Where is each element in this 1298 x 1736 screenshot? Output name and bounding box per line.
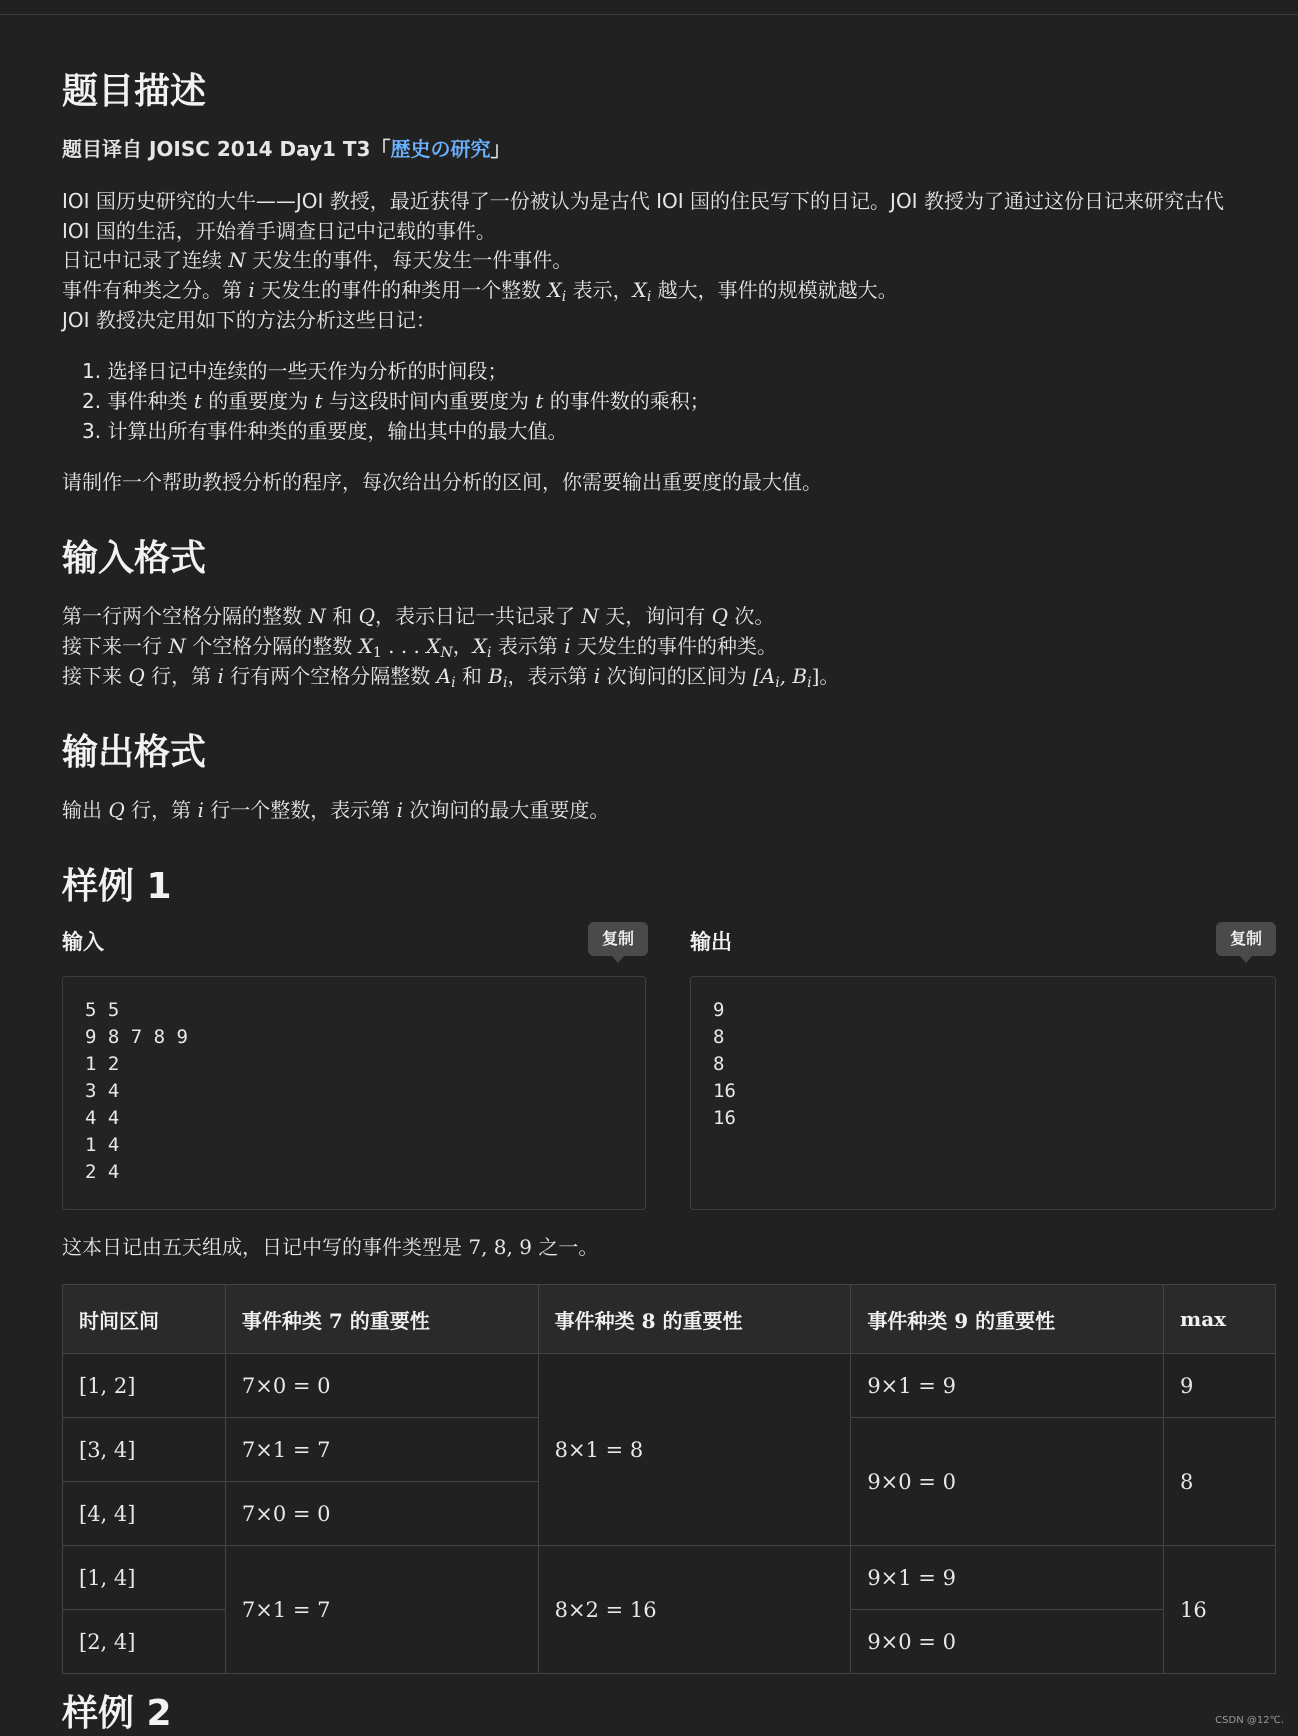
table-cell: 8 <box>1164 1418 1276 1546</box>
sample1-heading: 样例 1 <box>62 866 172 907</box>
copy-input-button[interactable]: 复制 <box>588 922 648 956</box>
source-link[interactable]: 歴史の研究 <box>390 137 491 161</box>
table-row <box>63 1354 1276 1418</box>
table-cell: 7×1 = 7 <box>225 1546 538 1674</box>
table-cell: [1, 4] <box>63 1546 226 1610</box>
list-item: 2. 事件种类 t 的重要度为 t 与这段时间内重要度为 t 的事件数的乘积； <box>82 389 710 413</box>
table-cell: 7×0 = 0 <box>225 1482 538 1546</box>
table-cell: 9 <box>1164 1354 1276 1418</box>
para-2: 日记中记录了连续 N 天发生的事件，每天发生一件事件。 <box>62 248 573 272</box>
table-cell: [4, 4] <box>63 1482 226 1546</box>
table-cell: 16 <box>1164 1546 1276 1674</box>
table-row <box>63 1546 1276 1610</box>
sample1-output-label: 输出 <box>690 930 732 954</box>
sample1-input-box[interactable] <box>62 976 646 1210</box>
input-line-2: 接下来一行 N 个空格分隔的整数 $X_1$ . . . $X_N$，$X_i$ 表示第 i 天发生的事件的种类。 <box>62 634 777 661</box>
table-cell: [2, 4] <box>63 1610 226 1674</box>
code-line: 5 5 <box>85 999 120 1021</box>
code-line: 3 4 <box>85 1080 120 1102</box>
list-item: 1. 选择日记中连续的一些天作为分析的时间段； <box>82 359 508 383</box>
input-line-1: 第一行两个空格分隔的整数 N 和 Q，表示日记一共记录了 N 天，询问有 Q 次。 <box>62 604 775 628</box>
importance-table <box>62 1284 1276 1674</box>
para-4: JOI 教授决定用如下的方法分析这些日记： <box>62 308 436 332</box>
list-item: 3. 计算出所有事件种类的重要度，输出其中的最大值。 <box>82 419 568 443</box>
col-header: 事件种类 9 的重要性 <box>851 1285 1164 1354</box>
code-line: 16 <box>713 1080 736 1102</box>
table-cell: 7×1 = 7 <box>225 1418 538 1482</box>
col-header: 事件种类 7 的重要性 <box>225 1285 538 1354</box>
code-line: 4 4 <box>85 1107 120 1129</box>
table-cell: [1, 2] <box>63 1354 226 1418</box>
method-list <box>62 356 710 446</box>
table-cell: 9×1 = 9 <box>851 1354 1164 1418</box>
output-line-1: 输出 Q 行，第 i 行一个整数，表示第 i 次询问的最大重要度。 <box>62 798 610 822</box>
sample1-input-label: 输入 <box>62 930 104 954</box>
para-1b: IOI 国的生活，开始着手调查日记中记载的事件。 <box>62 219 496 243</box>
copy-output-button[interactable]: 复制 <box>1216 922 1276 956</box>
table-cell: 8×1 = 8 <box>538 1354 851 1546</box>
top-divider <box>0 14 1298 15</box>
code-line: 1 2 <box>85 1053 120 1075</box>
code-line: 9 8 7 8 9 <box>85 1026 188 1048</box>
sample1-explanation: 这本日记由五天组成，日记中写的事件类型是 7, 8, 9 之一。 <box>62 1235 599 1259</box>
table-cell: 8×2 = 16 <box>538 1546 851 1674</box>
description-heading: 题目描述 <box>62 71 207 112</box>
code-line: 9 <box>713 999 725 1021</box>
input-line-3: 接下来 Q 行，第 i 行有两个空格分隔整数 $A_i$ 和 $B_i$，表示第 i 次询问的区间为 [$A_i$, $B_i$]。 <box>62 664 840 691</box>
table-cell: 9×0 = 0 <box>851 1418 1164 1546</box>
code-line: 8 <box>713 1026 725 1048</box>
output-format-heading: 输出格式 <box>62 732 207 773</box>
table-cell: 9×1 = 9 <box>851 1546 1164 1610</box>
para-1a: IOI 国历史研究的大牛——JOI 教授，最近获得了一份被认为是古代 IOI 国的住民写下的日记。JOI 教授为了通过这份日记来研究古代 <box>62 189 1224 213</box>
code-line: 16 <box>713 1107 736 1129</box>
code-line: 8 <box>713 1053 725 1075</box>
table-cell: 7×0 = 0 <box>225 1354 538 1418</box>
table-header-row <box>63 1285 1276 1354</box>
col-header: 时间区间 <box>63 1285 226 1354</box>
code-line: 1 4 <box>85 1134 120 1156</box>
para-3: 事件有种类之分。第 i 天发生的事件的种类用一个整数 $X_i$ 表示，$X_i$ 越大，事件的规模就越大。 <box>62 278 898 305</box>
watermark: CSDN @12℃. <box>1215 1715 1284 1726</box>
table-cell: [3, 4] <box>63 1418 226 1482</box>
source-line: 题目译自 JOISC 2014 Day1 T3「歴史の研究」 <box>62 137 511 161</box>
col-header: max <box>1164 1285 1276 1354</box>
sample1-output-box[interactable] <box>690 976 1276 1210</box>
col-header: 事件种类 8 的重要性 <box>538 1285 851 1354</box>
code-line: 2 4 <box>85 1161 120 1183</box>
table-cell: 9×0 = 0 <box>851 1610 1164 1674</box>
sample2-heading: 样例 2 <box>62 1693 172 1734</box>
input-format-heading: 输入格式 <box>62 538 207 579</box>
para-5: 请制作一个帮助教授分析的程序，每次给出分析的区间，你需要输出重要度的最大值。 <box>62 470 822 494</box>
